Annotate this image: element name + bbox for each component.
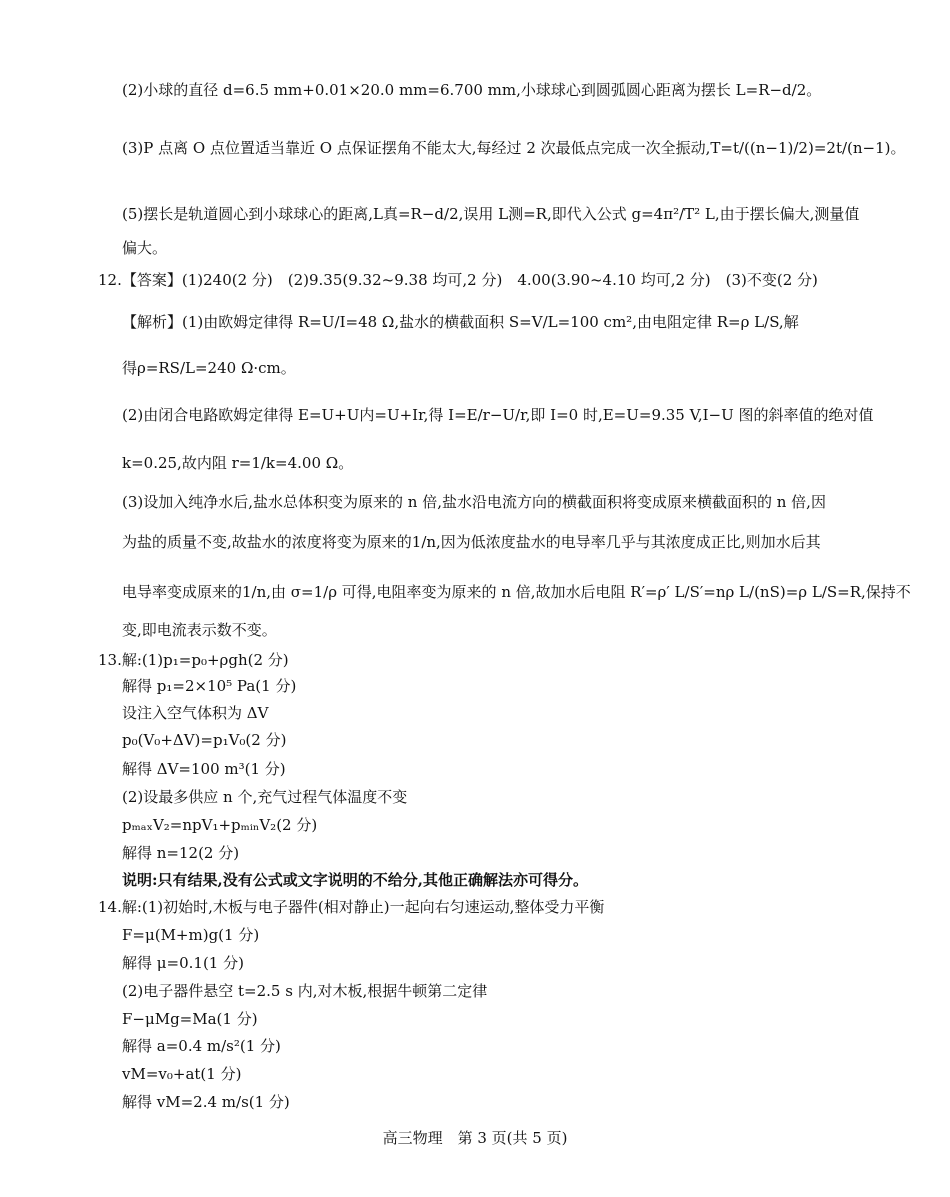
text-line: F=μ(M+m)g(1 分) — [122, 926, 260, 944]
text-line: p₀(V₀+ΔV)=p₁V₀(2 分) — [122, 731, 287, 749]
text-line: 【解析】(1)由欧姆定律得 R=U/I=48 Ω,盐水的横截面积 S=V/L=100 cm²,由电阻定律 R=ρ L/S,解 — [122, 313, 799, 331]
text-line: 变,即电流表示数不变。 — [122, 621, 277, 639]
text-line: 解得 a=0.4 m/s²(1 分) — [122, 1037, 281, 1055]
text-line: 12.【答案】(1)240(2 分) (2)9.35(9.32~9.38 均可,2 分) 4.00(3.90~4.10 均可,2 分) (3)不变(2 分) — [98, 271, 818, 289]
text-line: 电导率变成原来的1/n,由 σ=1/ρ 可得,电阻率变为原来的 n 倍,故加水后电阻 R′=ρ′ L/S′=nρ L/(nS)=ρ L/S=R,保持不 — [122, 583, 911, 601]
text-line: pₘₐₓV₂=npV₁+pₘᵢₙV₂(2 分) — [122, 816, 318, 834]
text-line: (3)设加入纯净水后,盐水总体积变为原来的 n 倍,盐水沿电流方向的横截面积将变成原来横截面积的 n 倍,因 — [122, 493, 826, 511]
text-line: (3)P 点离 O 点位置适当靠近 O 点保证摆角不能太大,每经过 2 次最低点完成一次全振动,T=t/((n−1)/2)=2t/(n−1)。 — [122, 139, 906, 157]
text-line: (5)摆长是轨道圆心到小球球心的距离,L真=R−d/2,误用 L测=R,即代入公式 g=4π²/T² L,由于摆长偏大,测量值 — [122, 205, 860, 223]
text-line: F−μMg=Ma(1 分) — [122, 1010, 258, 1028]
text-line: k=0.25,故内阻 r=1/k=4.00 Ω。 — [122, 454, 354, 472]
text-line: 得ρ=RS/L=240 Ω·cm。 — [122, 359, 296, 377]
text-line: 解得 n=12(2 分) — [122, 844, 240, 862]
text-line: (2)电子器件悬空 t=2.5 s 内,对木板,根据牛顿第二定律 — [122, 982, 488, 1000]
text-line: 设注入空气体积为 ΔV — [122, 704, 269, 722]
scoring-note: 说明:只有结果,没有公式或文字说明的不给分,其他正确解法亦可得分。 — [122, 871, 588, 889]
text-line: 为盐的质量不变,故盐水的浓度将变为原来的1/n,因为低浓度盐水的电导率几乎与其浓度成正比,则加水后其 — [122, 533, 821, 551]
text-line: (2)小球的直径 d=6.5 mm+0.01×20.0 mm=6.700 mm,小球球心到圆弧圆心距离为摆长 L=R−d/2。 — [122, 81, 822, 99]
text-line: 解得 vM=2.4 m/s(1 分) — [122, 1093, 290, 1111]
text-line: (2)设最多供应 n 个,充气过程气体温度不变 — [122, 788, 408, 806]
text-line: (2)由闭合电路欧姆定律得 E=U+U内=U+Ir,得 I=E/r−U/r,即 I=0 时,E=U=9.35 V,I−U 图的斜率值的绝对值 — [122, 406, 874, 424]
text-line: 解得 μ=0.1(1 分) — [122, 954, 244, 972]
text-line: 14.解:(1)初始时,木板与电子器件(相对静止)一起向右匀速运动,整体受力平衡 — [98, 898, 605, 916]
text-line: 解得 ΔV=100 m³(1 分) — [122, 760, 286, 778]
page-footer: 高三物理 第 3 页(共 5 页) — [382, 1129, 568, 1147]
text-line: 偏大。 — [122, 239, 168, 257]
text-line: 13.解:(1)p₁=p₀+ρgh(2 分) — [98, 651, 289, 669]
text-line: 解得 p₁=2×10⁵ Pa(1 分) — [122, 677, 297, 695]
text-line: vM=v₀+at(1 分) — [122, 1065, 242, 1083]
